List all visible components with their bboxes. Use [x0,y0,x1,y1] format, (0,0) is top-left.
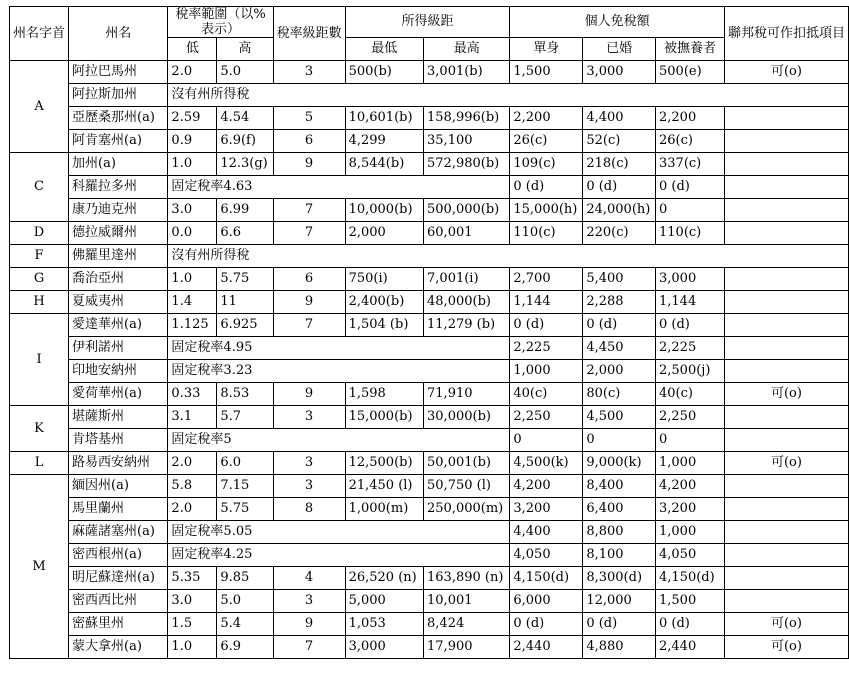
income-high-cell: 17,900 [424,636,510,659]
state-name-cell: 夏威夷州 [69,291,168,314]
state-name-cell: 緬因州(a) [69,475,168,498]
income-low-cell: 5,000 [345,590,423,613]
dependent-cell: 337(c) [656,153,725,176]
header-brackets: 稅率級距數 [273,7,345,61]
married-cell: 0 (d) [583,314,656,337]
federal-cell [724,406,848,429]
income-low-cell: 1,598 [345,383,423,406]
letter-cell: K [10,406,69,452]
brackets-cell: 3 [273,590,345,613]
rate-high-cell: 5.75 [217,268,273,291]
header-income-low: 最低 [345,38,423,61]
state-name-cell: 愛荷華州(a) [69,383,168,406]
federal-cell: 可(o) [724,636,848,659]
brackets-cell: 4 [273,567,345,590]
header-single: 單身 [510,38,583,61]
married-cell: 2,000 [583,360,656,383]
rate-high-cell: 8.53 [217,383,273,406]
dependent-cell: 2,200 [656,107,725,130]
state-name-cell: 伊利諾州 [69,337,168,360]
table-body [10,61,849,659]
federal-cell [724,199,848,222]
note-cell: 固定稅率5 [168,429,510,452]
federal-cell [724,544,848,567]
header-income: 所得級距 [345,7,510,38]
dependent-cell: 110(c) [656,222,725,245]
income-low-cell: 10,601(b) [345,107,423,130]
single-cell: 109(c) [510,153,583,176]
state-name-cell: 亞歷桑那州(a) [69,107,168,130]
income-low-cell: 750(i) [345,268,423,291]
letter-cell: M [10,475,69,659]
income-high-cell: 30,000(b) [424,406,510,429]
table-row [10,567,849,590]
rate-low-cell: 1.0 [168,268,217,291]
table-row [10,291,849,314]
income-low-cell: 1,000(m) [345,498,423,521]
table-row [10,590,849,613]
single-cell: 4,500(k) [510,452,583,475]
header-married: 已婚 [583,38,656,61]
income-low-cell: 10,000(b) [345,199,423,222]
income-high-cell: 572,980(b) [424,153,510,176]
header-rate-high: 高 [217,38,273,61]
table-row [10,452,849,475]
rate-high-cell: 6.6 [217,222,273,245]
income-high-cell: 158,996(b) [424,107,510,130]
federal-cell [724,222,848,245]
dependent-cell: 4,200 [656,475,725,498]
state-name-cell: 密蘇里州 [69,613,168,636]
state-income-tax-table [9,6,849,659]
income-high-cell: 50,750 (l) [424,475,510,498]
dependent-cell: 0 (d) [656,176,725,199]
rate-low-cell: 2.0 [168,498,217,521]
dependent-cell: 2,250 [656,406,725,429]
state-name-cell: 喬治亞州 [69,268,168,291]
table-row [10,383,849,406]
rate-high-cell: 6.925 [217,314,273,337]
note-cell: 固定稅率4.95 [168,337,510,360]
single-cell: 0 (d) [510,176,583,199]
dependent-cell: 2,500(j) [656,360,725,383]
note-cell: 固定稅率5.05 [168,521,510,544]
federal-cell [724,291,848,314]
note-cell: 固定稅率4.25 [168,544,510,567]
state-name-cell: 康乃迪克州 [69,199,168,222]
state-name-cell: 路易西安納州 [69,452,168,475]
rate-high-cell: 6.0 [217,452,273,475]
income-low-cell: 26,520 (n) [345,567,423,590]
single-cell: 2,250 [510,406,583,429]
federal-cell [724,475,848,498]
federal-cell [724,567,848,590]
brackets-cell: 3 [273,61,345,84]
table-row [10,84,849,107]
married-cell: 24,000(h) [583,199,656,222]
single-cell: 1,500 [510,61,583,84]
rate-high-cell: 5.0 [217,61,273,84]
rate-low-cell: 1.125 [168,314,217,337]
federal-cell: 可(o) [724,383,848,406]
federal-cell: 可(o) [724,452,848,475]
married-cell: 4,880 [583,636,656,659]
income-high-cell: 163,890 (n) [424,567,510,590]
rate-low-cell: 1.0 [168,636,217,659]
federal-cell [724,429,848,452]
married-cell: 0 (d) [583,176,656,199]
rate-low-cell: 2.0 [168,61,217,84]
married-cell: 12,000 [583,590,656,613]
brackets-cell: 7 [273,636,345,659]
income-high-cell: 3,001(b) [424,61,510,84]
dependent-cell: 1,000 [656,521,725,544]
income-low-cell: 8,544(b) [345,153,423,176]
state-name-cell: 德拉威爾州 [69,222,168,245]
married-cell: 4,400 [583,107,656,130]
rate-high-cell: 5.4 [217,613,273,636]
rate-high-cell: 5.75 [217,498,273,521]
brackets-cell: 9 [273,153,345,176]
income-low-cell: 21,450 (l) [345,475,423,498]
state-name-cell: 阿肯塞州(a) [69,130,168,153]
income-low-cell: 1,053 [345,613,423,636]
income-high-cell: 500,000(b) [424,199,510,222]
rate-low-cell: 3.0 [168,199,217,222]
state-name-cell: 明尼蘇達州(a) [69,567,168,590]
rate-low-cell: 2.0 [168,452,217,475]
brackets-cell: 6 [273,130,345,153]
married-cell: 3,000 [583,61,656,84]
federal-cell [724,314,848,337]
income-low-cell: 1,504 (b) [345,314,423,337]
letter-cell: L [10,452,69,475]
letter-cell: C [10,153,69,222]
federal-cell [724,153,848,176]
married-cell: 218(c) [583,153,656,176]
married-cell: 8,800 [583,521,656,544]
single-cell: 2,700 [510,268,583,291]
letter-cell: A [10,61,69,153]
rate-low-cell: 3.0 [168,590,217,613]
rate-high-cell: 7.15 [217,475,273,498]
state-name-cell: 堪薩斯州 [69,406,168,429]
married-cell: 80(c) [583,383,656,406]
dependent-cell: 0 [656,429,725,452]
state-name-cell: 愛達華州(a) [69,314,168,337]
table-row [10,360,849,383]
state-name-cell: 印地安納州 [69,360,168,383]
single-cell: 2,225 [510,337,583,360]
table-row [10,268,849,291]
brackets-cell: 7 [273,199,345,222]
table-row [10,61,849,84]
married-cell: 8,300(d) [583,567,656,590]
dependent-cell: 26(c) [656,130,725,153]
federal-cell [724,107,848,130]
income-high-cell: 8,424 [424,613,510,636]
married-cell: 52(c) [583,130,656,153]
dependent-cell: 40(c) [656,383,725,406]
dependent-cell: 4,150(d) [656,567,725,590]
dependent-cell: 3,200 [656,498,725,521]
table-row [10,429,849,452]
rate-low-cell: 5.8 [168,475,217,498]
married-cell: 4,500 [583,406,656,429]
rate-low-cell: 1.5 [168,613,217,636]
table-row [10,222,849,245]
married-cell: 4,450 [583,337,656,360]
single-cell: 6,000 [510,590,583,613]
table-row [10,613,849,636]
table-row [10,406,849,429]
single-cell: 0 (d) [510,613,583,636]
dependent-cell: 500(e) [656,61,725,84]
brackets-cell: 3 [273,452,345,475]
income-high-cell: 7,001(i) [424,268,510,291]
dependent-cell: 1,000 [656,452,725,475]
federal-cell [724,521,848,544]
married-cell: 0 (d) [583,613,656,636]
table-row [10,107,849,130]
federal-cell [724,130,848,153]
single-cell: 26(c) [510,130,583,153]
income-high-cell: 50,001(b) [424,452,510,475]
header-dependent: 被撫養者 [656,38,725,61]
married-cell: 8,100 [583,544,656,567]
rate-high-cell: 11 [217,291,273,314]
federal-cell [724,176,848,199]
dependent-cell: 0 [656,199,725,222]
rate-low-cell: 1.0 [168,153,217,176]
rate-high-cell: 9.85 [217,567,273,590]
state-name-cell: 阿拉巴馬州 [69,61,168,84]
income-high-cell: 35,100 [424,130,510,153]
income-high-cell: 60,001 [424,222,510,245]
income-high-cell: 10,001 [424,590,510,613]
brackets-cell: 9 [273,291,345,314]
rate-low-cell: 3.1 [168,406,217,429]
table-row [10,245,849,268]
income-low-cell: 2,000 [345,222,423,245]
header-exemption: 個人免稅額 [510,7,725,38]
state-name-cell: 密西西比州 [69,590,168,613]
table-row [10,475,849,498]
letter-cell: I [10,314,69,406]
state-name-cell: 佛羅里達州 [69,245,168,268]
note-cell: 固定稅率3.23 [168,360,510,383]
rate-low-cell: 1.4 [168,291,217,314]
state-name-cell: 馬里蘭州 [69,498,168,521]
income-low-cell: 500(b) [345,61,423,84]
dependent-cell: 2,225 [656,337,725,360]
state-name-cell: 科羅拉多州 [69,176,168,199]
table-row [10,199,849,222]
header-income-high: 最高 [424,38,510,61]
header-letter: 州名字首 [10,7,69,61]
brackets-cell: 3 [273,406,345,429]
brackets-cell: 3 [273,475,345,498]
rate-high-cell: 6.9(f) [217,130,273,153]
letter-cell: G [10,268,69,291]
dependent-cell: 3,000 [656,268,725,291]
federal-cell [724,590,848,613]
rate-high-cell: 5.7 [217,406,273,429]
note-cell: 沒有州所得稅 [168,84,849,107]
federal-cell [724,498,848,521]
state-name-cell: 密西根州(a) [69,544,168,567]
married-cell: 6,400 [583,498,656,521]
married-cell: 220(c) [583,222,656,245]
rate-low-cell: 0.9 [168,130,217,153]
income-high-cell: 71,910 [424,383,510,406]
dependent-cell: 1,144 [656,291,725,314]
married-cell: 9,000(k) [583,452,656,475]
federal-cell [724,360,848,383]
income-high-cell: 11,279 (b) [424,314,510,337]
single-cell: 2,200 [510,107,583,130]
state-name-cell: 肯塔基州 [69,429,168,452]
header-federal: 聯邦稅可作扣抵項目 [724,7,848,61]
married-cell: 5,400 [583,268,656,291]
table-row [10,176,849,199]
income-low-cell: 2,400(b) [345,291,423,314]
rate-high-cell: 6.99 [217,199,273,222]
single-cell: 40(c) [510,383,583,406]
state-name-cell: 麻薩諸塞州(a) [69,521,168,544]
federal-cell [724,337,848,360]
income-high-cell: 250,000(m) [424,498,510,521]
table-row [10,544,849,567]
single-cell: 15,000(h) [510,199,583,222]
federal-cell: 可(o) [724,613,848,636]
brackets-cell: 8 [273,498,345,521]
rate-low-cell: 5.35 [168,567,217,590]
header-rate-range: 稅率範圍（以%表示） [168,7,273,38]
married-cell: 2,288 [583,291,656,314]
income-low-cell: 15,000(b) [345,406,423,429]
brackets-cell: 9 [273,383,345,406]
note-cell: 沒有州所得稅 [168,245,849,268]
letter-cell: D [10,222,69,245]
single-cell: 4,200 [510,475,583,498]
single-cell: 0 [510,429,583,452]
state-name-cell: 阿拉斯加州 [69,84,168,107]
table-row [10,521,849,544]
income-high-cell: 48,000(b) [424,291,510,314]
rate-low-cell: 0.0 [168,222,217,245]
single-cell: 2,440 [510,636,583,659]
single-cell: 0 (d) [510,314,583,337]
married-cell: 0 [583,429,656,452]
rate-low-cell: 2.59 [168,107,217,130]
state-name-cell: 加州(a) [69,153,168,176]
brackets-cell: 5 [273,107,345,130]
single-cell: 110(c) [510,222,583,245]
table-row [10,130,849,153]
income-low-cell: 12,500(b) [345,452,423,475]
letter-cell: F [10,245,69,268]
federal-cell [724,268,848,291]
brackets-cell: 7 [273,222,345,245]
header-state: 州名 [69,7,168,61]
single-cell: 1,144 [510,291,583,314]
rate-high-cell: 5.0 [217,590,273,613]
dependent-cell: 0 (d) [656,314,725,337]
single-cell: 3,200 [510,498,583,521]
dependent-cell: 4,050 [656,544,725,567]
table-row [10,314,849,337]
table-row [10,636,849,659]
rate-high-cell: 4.54 [217,107,273,130]
income-low-cell: 4,299 [345,130,423,153]
dependent-cell: 1,500 [656,590,725,613]
table-row [10,153,849,176]
brackets-cell: 6 [273,268,345,291]
single-cell: 1,000 [510,360,583,383]
state-name-cell: 蒙大拿州(a) [69,636,168,659]
married-cell: 8,400 [583,475,656,498]
rate-high-cell: 12.3(g) [217,153,273,176]
table-row [10,337,849,360]
income-low-cell: 3,000 [345,636,423,659]
table-row [10,498,849,521]
rate-high-cell: 6.9 [217,636,273,659]
header-rate-low: 低 [168,38,217,61]
single-cell: 4,050 [510,544,583,567]
dependent-cell: 2,440 [656,636,725,659]
letter-cell: H [10,291,69,314]
note-cell: 固定稅率4.63 [168,176,510,199]
brackets-cell: 7 [273,314,345,337]
single-cell: 4,150(d) [510,567,583,590]
federal-cell: 可(o) [724,61,848,84]
single-cell: 4,400 [510,521,583,544]
dependent-cell: 0 (d) [656,613,725,636]
rate-low-cell: 0.33 [168,383,217,406]
brackets-cell: 9 [273,613,345,636]
